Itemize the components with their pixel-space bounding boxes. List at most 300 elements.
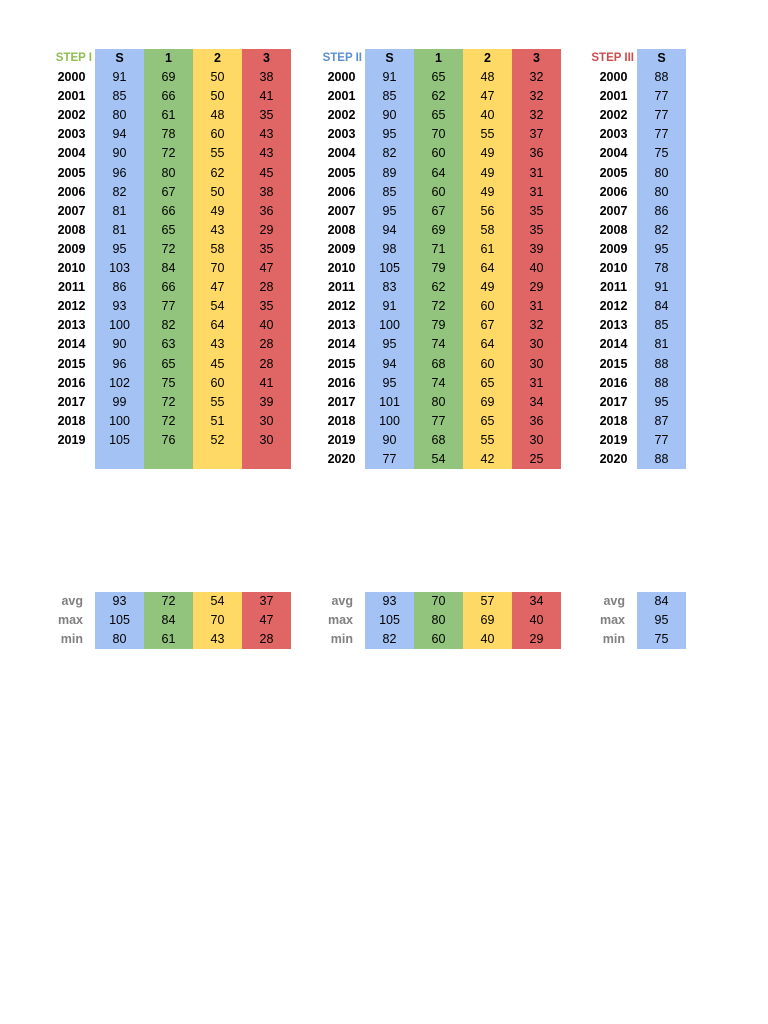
value-cell: 95 bbox=[365, 202, 414, 221]
header-row bbox=[48, 49, 291, 68]
value-cell: 84 bbox=[637, 297, 686, 316]
value-cell: 56 bbox=[463, 202, 512, 221]
summary-value: 84 bbox=[144, 611, 193, 630]
value-cell: 82 bbox=[95, 183, 144, 202]
summary-row bbox=[48, 611, 291, 630]
header-row bbox=[590, 49, 686, 68]
value-cell: 49 bbox=[463, 278, 512, 297]
value-cell: 88 bbox=[637, 68, 686, 87]
year-cell: 2010 bbox=[327, 261, 356, 276]
year-cell: 2000 bbox=[327, 70, 356, 85]
value-cell: 47 bbox=[242, 259, 291, 278]
value-cell: 80 bbox=[144, 164, 193, 183]
table-row bbox=[590, 202, 686, 221]
value-cell: 100 bbox=[95, 412, 144, 431]
value-cell: 55 bbox=[193, 144, 242, 163]
table-row bbox=[590, 221, 686, 240]
value-cell: 29 bbox=[512, 278, 561, 297]
column-header: 2 bbox=[463, 49, 512, 68]
value-cell: 72 bbox=[414, 297, 463, 316]
value-cell: 95 bbox=[365, 335, 414, 354]
table-row bbox=[590, 374, 686, 393]
value-cell: 103 bbox=[95, 259, 144, 278]
value-cell: 49 bbox=[193, 202, 242, 221]
summary-value: 37 bbox=[242, 592, 291, 611]
value-cell: 64 bbox=[463, 259, 512, 278]
year-cell: 2007 bbox=[57, 203, 86, 218]
value-cell: 40 bbox=[463, 106, 512, 125]
value-cell: 91 bbox=[637, 278, 686, 297]
year-cell: 2004 bbox=[57, 146, 86, 161]
value-cell: 43 bbox=[242, 125, 291, 144]
year-cell: 2001 bbox=[57, 89, 86, 104]
summary-value: 70 bbox=[414, 592, 463, 611]
value-cell: 50 bbox=[193, 183, 242, 202]
value-cell: 90 bbox=[95, 144, 144, 163]
value-cell: 75 bbox=[637, 144, 686, 163]
value-cell: 91 bbox=[365, 297, 414, 316]
value-cell: 28 bbox=[242, 278, 291, 297]
value-cell: 82 bbox=[144, 316, 193, 335]
value-cell: 32 bbox=[512, 87, 561, 106]
year-cell: 2014 bbox=[327, 337, 356, 352]
value-cell: 31 bbox=[512, 297, 561, 316]
summary-value: 105 bbox=[365, 611, 414, 630]
value-cell: 39 bbox=[512, 240, 561, 259]
value-cell: 35 bbox=[242, 106, 291, 125]
value-cell: 65 bbox=[144, 221, 193, 240]
table-row bbox=[318, 87, 561, 106]
summary-label: max bbox=[57, 613, 83, 628]
summary-value: 69 bbox=[463, 611, 512, 630]
table-row bbox=[318, 68, 561, 87]
year-cell: 2012 bbox=[599, 299, 628, 314]
table-row bbox=[590, 450, 686, 469]
value-cell: 61 bbox=[144, 106, 193, 125]
value-cell: 91 bbox=[95, 68, 144, 87]
summary-value: 34 bbox=[512, 592, 561, 611]
table-row bbox=[48, 259, 291, 278]
value-cell: 40 bbox=[242, 316, 291, 335]
step-title: STEP II bbox=[322, 52, 362, 64]
value-cell: 96 bbox=[95, 164, 144, 183]
table-row bbox=[318, 164, 561, 183]
value-cell: 42 bbox=[463, 450, 512, 469]
value-cell: 80 bbox=[414, 393, 463, 412]
value-cell: 98 bbox=[365, 240, 414, 259]
table-row bbox=[318, 374, 561, 393]
year-cell: 2006 bbox=[57, 184, 86, 199]
year-cell: 2006 bbox=[327, 184, 356, 199]
value-cell: 47 bbox=[193, 278, 242, 297]
table-row bbox=[48, 431, 291, 450]
value-cell: 81 bbox=[95, 221, 144, 240]
year-cell: 2010 bbox=[599, 261, 628, 276]
year-cell: 2009 bbox=[599, 241, 628, 256]
table-row bbox=[48, 355, 291, 374]
value-cell: 65 bbox=[414, 68, 463, 87]
year-cell: 2008 bbox=[57, 222, 86, 237]
value-cell: 78 bbox=[144, 125, 193, 144]
value-cell: 85 bbox=[95, 87, 144, 106]
value-cell: 31 bbox=[512, 183, 561, 202]
table-row bbox=[590, 431, 686, 450]
table-row bbox=[590, 68, 686, 87]
table-row bbox=[48, 125, 291, 144]
value-cell: 105 bbox=[365, 259, 414, 278]
value-cell: 65 bbox=[414, 106, 463, 125]
value-cell: 100 bbox=[95, 316, 144, 335]
value-cell: 84 bbox=[144, 259, 193, 278]
table-step-2 bbox=[318, 49, 561, 469]
table-row bbox=[48, 412, 291, 431]
table-row bbox=[48, 278, 291, 297]
value-cell: 72 bbox=[144, 144, 193, 163]
value-cell: 43 bbox=[193, 335, 242, 354]
year-cell: 2000 bbox=[57, 70, 86, 85]
value-cell: 80 bbox=[637, 164, 686, 183]
table-row bbox=[318, 450, 561, 469]
summary-value: 40 bbox=[512, 611, 561, 630]
value-cell: 79 bbox=[414, 259, 463, 278]
value-cell: 96 bbox=[95, 355, 144, 374]
year-cell: 2018 bbox=[57, 413, 86, 428]
year-cell: 2007 bbox=[599, 203, 628, 218]
value-cell: 95 bbox=[365, 374, 414, 393]
year-cell: 2005 bbox=[599, 165, 628, 180]
value-cell: 86 bbox=[637, 202, 686, 221]
value-cell: 74 bbox=[414, 335, 463, 354]
year-cell: 2004 bbox=[327, 146, 356, 161]
summary-row bbox=[318, 630, 561, 649]
value-cell: 45 bbox=[242, 164, 291, 183]
value-cell: 38 bbox=[242, 183, 291, 202]
table-row bbox=[48, 221, 291, 240]
value-cell: 81 bbox=[95, 202, 144, 221]
value-cell: 85 bbox=[365, 87, 414, 106]
summary-label: avg bbox=[603, 594, 625, 608]
year-cell: 2001 bbox=[599, 89, 628, 104]
value-cell: 100 bbox=[365, 316, 414, 335]
value-cell: 88 bbox=[637, 355, 686, 374]
summary-value: 93 bbox=[95, 592, 144, 611]
column-header: 1 bbox=[144, 49, 193, 68]
table-row bbox=[590, 393, 686, 412]
year-cell: 2013 bbox=[599, 318, 628, 333]
value-cell: 52 bbox=[193, 431, 242, 450]
value-cell: 88 bbox=[637, 374, 686, 393]
year-cell: 2017 bbox=[57, 394, 86, 409]
value-cell: 95 bbox=[365, 125, 414, 144]
table-row bbox=[318, 106, 561, 125]
value-cell: 61 bbox=[463, 240, 512, 259]
summary-label: max bbox=[327, 613, 353, 628]
value-cell: 50 bbox=[193, 68, 242, 87]
value-cell: 55 bbox=[193, 393, 242, 412]
table-row bbox=[318, 221, 561, 240]
summary-value: 70 bbox=[193, 611, 242, 630]
step-title: STEP I bbox=[55, 52, 92, 64]
table-row bbox=[590, 164, 686, 183]
summary-row bbox=[590, 611, 686, 630]
year-cell: 2017 bbox=[599, 394, 628, 409]
year-cell: 2016 bbox=[57, 375, 86, 390]
value-cell: 91 bbox=[365, 68, 414, 87]
year-cell: 2020 bbox=[327, 451, 356, 466]
year-cell: 2005 bbox=[327, 165, 356, 180]
value-cell: 77 bbox=[637, 87, 686, 106]
value-cell: 39 bbox=[242, 393, 291, 412]
summary-value: 75 bbox=[637, 630, 686, 649]
year-cell: 2003 bbox=[327, 127, 356, 142]
table-row bbox=[318, 297, 561, 316]
value-cell: 29 bbox=[242, 221, 291, 240]
value-cell: 38 bbox=[242, 68, 291, 87]
value-cell: 35 bbox=[242, 240, 291, 259]
year-cell: 2007 bbox=[327, 203, 356, 218]
value-cell: 85 bbox=[637, 316, 686, 335]
year-cell: 2013 bbox=[327, 318, 356, 333]
value-cell: 45 bbox=[193, 355, 242, 374]
table-row bbox=[48, 374, 291, 393]
column-header: 3 bbox=[242, 49, 291, 68]
year-cell: 2005 bbox=[57, 165, 86, 180]
value-cell: 79 bbox=[414, 316, 463, 335]
value-cell: 60 bbox=[463, 297, 512, 316]
value-cell: 90 bbox=[95, 335, 144, 354]
summary-value: 95 bbox=[637, 611, 686, 630]
summary-row bbox=[590, 630, 686, 649]
year-cell: 2011 bbox=[599, 280, 628, 295]
summary-row bbox=[318, 611, 561, 630]
value-cell: 64 bbox=[463, 335, 512, 354]
value-cell: 36 bbox=[242, 202, 291, 221]
value-cell: 67 bbox=[144, 183, 193, 202]
value-cell: 68 bbox=[414, 431, 463, 450]
year-cell: 2004 bbox=[599, 146, 628, 161]
summary-value: 47 bbox=[242, 611, 291, 630]
value-cell: 51 bbox=[193, 412, 242, 431]
value-cell: 55 bbox=[463, 125, 512, 144]
year-cell: 2002 bbox=[57, 108, 86, 123]
value-cell: 48 bbox=[463, 68, 512, 87]
table-row bbox=[590, 297, 686, 316]
value-cell: 28 bbox=[242, 335, 291, 354]
year-cell: 2011 bbox=[57, 280, 86, 295]
table-row bbox=[48, 68, 291, 87]
value-cell: 63 bbox=[144, 335, 193, 354]
summary-label: min bbox=[330, 632, 353, 647]
table-row bbox=[590, 144, 686, 163]
summary-value: 60 bbox=[414, 630, 463, 649]
table-row bbox=[318, 144, 561, 163]
year-cell: 2015 bbox=[599, 356, 628, 371]
value-cell: 105 bbox=[95, 431, 144, 450]
year-cell: 2001 bbox=[327, 89, 356, 104]
value-cell: 34 bbox=[512, 393, 561, 412]
table-row bbox=[48, 316, 291, 335]
year-cell: 2010 bbox=[57, 261, 86, 276]
table-row bbox=[318, 393, 561, 412]
value-cell: 64 bbox=[193, 316, 242, 335]
value-cell: 30 bbox=[512, 431, 561, 450]
year-cell: 2008 bbox=[599, 222, 628, 237]
value-cell: 58 bbox=[193, 240, 242, 259]
value-cell: 72 bbox=[144, 240, 193, 259]
value-cell: 70 bbox=[193, 259, 242, 278]
summary-label: avg bbox=[61, 594, 83, 608]
value-cell: 40 bbox=[512, 259, 561, 278]
table-row bbox=[590, 240, 686, 259]
column-header: S bbox=[365, 49, 414, 68]
value-cell: 82 bbox=[365, 144, 414, 163]
value-cell: 62 bbox=[193, 164, 242, 183]
header-row bbox=[318, 49, 561, 68]
value-cell: 36 bbox=[512, 412, 561, 431]
year-cell: 2019 bbox=[327, 432, 356, 447]
column-header: 3 bbox=[512, 49, 561, 68]
summary-value: 84 bbox=[637, 592, 686, 611]
value-cell: 69 bbox=[463, 393, 512, 412]
value-cell: 72 bbox=[144, 393, 193, 412]
value-cell: 30 bbox=[242, 412, 291, 431]
column-header: S bbox=[637, 49, 686, 68]
value-cell: 87 bbox=[637, 412, 686, 431]
year-cell: 2003 bbox=[57, 127, 86, 142]
table-row bbox=[318, 355, 561, 374]
table-row bbox=[590, 183, 686, 202]
summary-step-3 bbox=[590, 592, 686, 649]
summary-value: 80 bbox=[414, 611, 463, 630]
table-row bbox=[590, 106, 686, 125]
value-cell: 49 bbox=[463, 164, 512, 183]
summary-label: avg bbox=[331, 594, 353, 608]
value-cell: 60 bbox=[463, 355, 512, 374]
table-row bbox=[318, 240, 561, 259]
value-cell: 67 bbox=[463, 316, 512, 335]
value-cell: 55 bbox=[463, 431, 512, 450]
table-row bbox=[48, 240, 291, 259]
year-cell: 2018 bbox=[327, 413, 356, 428]
year-cell: 2015 bbox=[327, 356, 356, 371]
value-cell: 37 bbox=[512, 125, 561, 144]
value-cell: 32 bbox=[512, 68, 561, 87]
year-cell: 2014 bbox=[57, 337, 86, 352]
value-cell: 69 bbox=[144, 68, 193, 87]
summary-step-2 bbox=[318, 592, 561, 649]
year-cell: 2003 bbox=[599, 127, 628, 142]
value-cell: 54 bbox=[414, 450, 463, 469]
table-row bbox=[318, 278, 561, 297]
value-cell: 95 bbox=[95, 240, 144, 259]
summary-value: 57 bbox=[463, 592, 512, 611]
table-row bbox=[590, 316, 686, 335]
table-row bbox=[48, 87, 291, 106]
value-cell: 31 bbox=[512, 164, 561, 183]
summary-value: 93 bbox=[365, 592, 414, 611]
value-cell: 65 bbox=[144, 355, 193, 374]
summary-value: 61 bbox=[144, 630, 193, 649]
summary-value: 29 bbox=[512, 630, 561, 649]
table-row bbox=[318, 183, 561, 202]
year-cell: 2006 bbox=[599, 184, 628, 199]
value-cell: 77 bbox=[637, 106, 686, 125]
step-title: STEP III bbox=[591, 52, 634, 64]
value-cell: 69 bbox=[414, 221, 463, 240]
year-cell: 2019 bbox=[599, 432, 628, 447]
value-cell: 77 bbox=[637, 431, 686, 450]
year-cell: 2017 bbox=[327, 394, 356, 409]
value-cell: 66 bbox=[144, 87, 193, 106]
value-cell: 75 bbox=[144, 374, 193, 393]
year-cell: 2008 bbox=[327, 222, 356, 237]
value-cell: 32 bbox=[512, 316, 561, 335]
summary-value: 43 bbox=[193, 630, 242, 649]
value-cell: 60 bbox=[414, 183, 463, 202]
value-cell: 49 bbox=[463, 183, 512, 202]
column-header: S bbox=[95, 49, 144, 68]
value-cell: 71 bbox=[414, 240, 463, 259]
value-cell: 35 bbox=[242, 297, 291, 316]
value-cell: 43 bbox=[242, 144, 291, 163]
value-cell: 78 bbox=[637, 259, 686, 278]
value-cell: 89 bbox=[365, 164, 414, 183]
table-row bbox=[318, 335, 561, 354]
table-row bbox=[48, 106, 291, 125]
value-cell: 80 bbox=[637, 183, 686, 202]
value-cell: 77 bbox=[414, 412, 463, 431]
value-cell: 82 bbox=[637, 221, 686, 240]
value-cell: 81 bbox=[637, 335, 686, 354]
summary-label: min bbox=[602, 632, 625, 647]
summary-value: 72 bbox=[144, 592, 193, 611]
value-cell: 30 bbox=[512, 355, 561, 374]
summary-row bbox=[590, 592, 686, 611]
value-cell: 68 bbox=[414, 355, 463, 374]
value-cell: 58 bbox=[463, 221, 512, 240]
table-row bbox=[48, 393, 291, 412]
value-cell: 77 bbox=[637, 125, 686, 144]
value-cell: 41 bbox=[242, 374, 291, 393]
value-cell: 83 bbox=[365, 278, 414, 297]
value-cell: 72 bbox=[144, 412, 193, 431]
value-cell: 25 bbox=[512, 450, 561, 469]
value-cell: 95 bbox=[637, 240, 686, 259]
value-cell: 43 bbox=[193, 221, 242, 240]
year-cell: 2009 bbox=[327, 241, 356, 256]
table-row bbox=[590, 87, 686, 106]
year-cell: 2014 bbox=[599, 337, 628, 352]
year-cell: 2011 bbox=[327, 280, 356, 295]
value-cell: 100 bbox=[365, 412, 414, 431]
value-cell: 77 bbox=[365, 450, 414, 469]
summary-value: 80 bbox=[95, 630, 144, 649]
summary-row bbox=[318, 592, 561, 611]
value-cell: 54 bbox=[193, 297, 242, 316]
summary-row bbox=[48, 592, 291, 611]
table-row bbox=[48, 335, 291, 354]
value-cell: 67 bbox=[414, 202, 463, 221]
value-cell: 65 bbox=[463, 374, 512, 393]
value-cell: 28 bbox=[242, 355, 291, 374]
value-cell: 30 bbox=[512, 335, 561, 354]
summary-value: 105 bbox=[95, 611, 144, 630]
value-cell: 99 bbox=[95, 393, 144, 412]
value-cell: 77 bbox=[144, 297, 193, 316]
value-cell: 60 bbox=[193, 374, 242, 393]
value-cell: 30 bbox=[242, 431, 291, 450]
value-cell: 35 bbox=[512, 202, 561, 221]
